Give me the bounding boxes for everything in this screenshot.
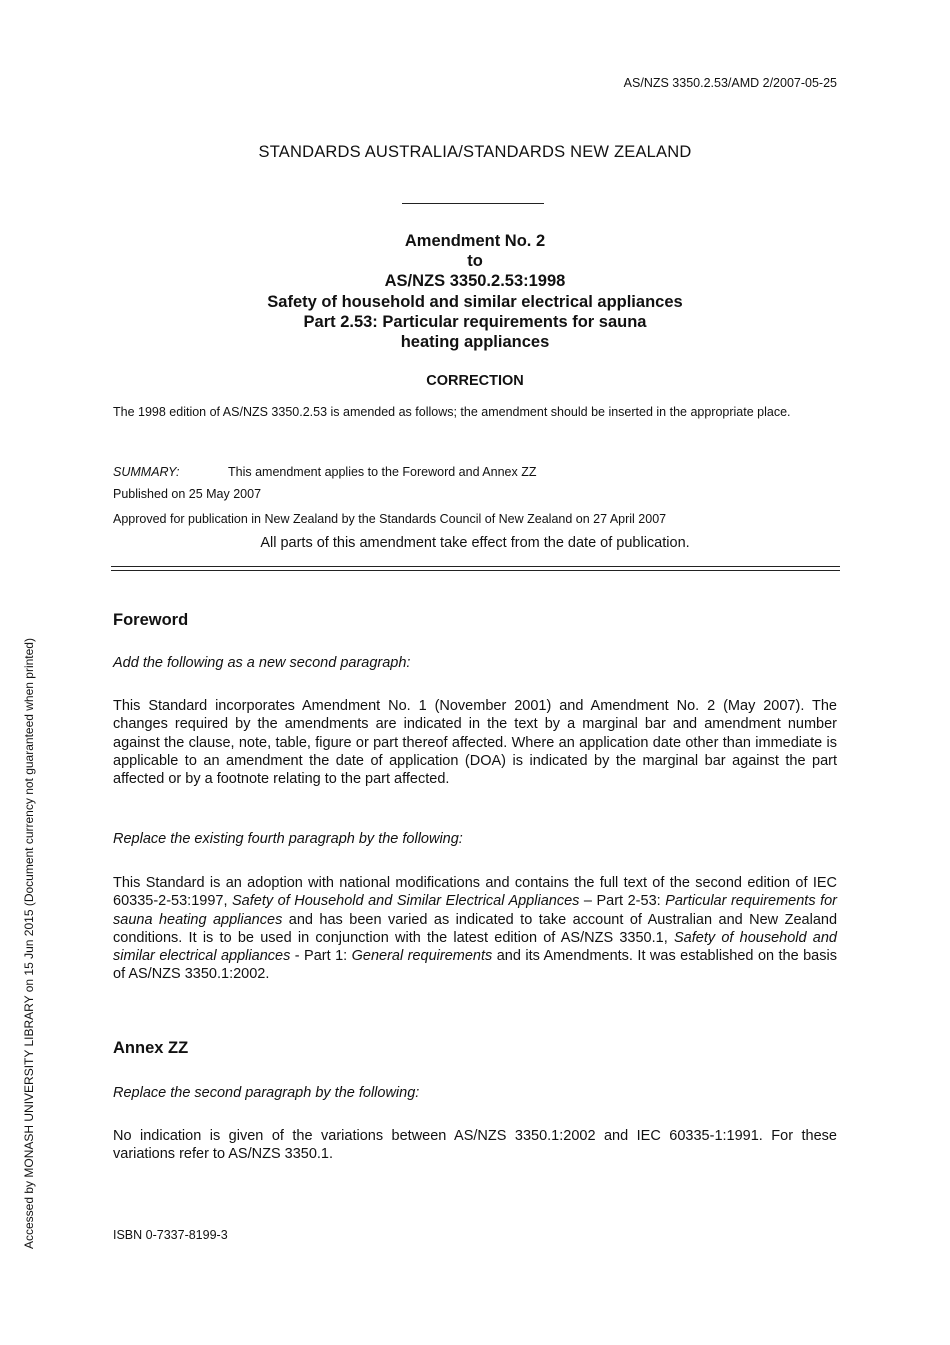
document-reference: AS/NZS 3350.2.53/AMD 2/2007-05-25: [623, 76, 837, 90]
published-date: Published on 25 May 2007: [113, 487, 262, 501]
organization-name: STANDARDS AUSTRALIA/STANDARDS NEW ZEALAND: [258, 143, 692, 161]
foreword-heading: Foreword: [113, 611, 189, 629]
annex-heading: Annex ZZ: [113, 1039, 189, 1057]
text-run: – Part 2-53:: [579, 893, 666, 910]
foreword-instruction-1: Add the following as a new second paragraph:: [113, 655, 411, 671]
title-line: heating appliances: [400, 333, 550, 352]
text-run-italic: Particular requirements for sauna heating appliances: [113, 893, 838, 928]
effect-note: All parts of this amendment take effect from the date of publication.: [260, 535, 690, 551]
access-watermark: Accessed by MONASH UNIVERSITY LIBRARY on 15 Jun 2015 (Document currency not guaranteed when printed): [22, 638, 36, 1249]
correction-label: CORRECTION: [426, 373, 524, 389]
text-run: and has been varied as indicated to take account of Australian and New Zealand conditions. It is to be used in conjunction with the latest edition of AS/NZS 3350.1,: [113, 911, 838, 946]
intro-text: The 1998 edition of AS/NZS 3350.2.53 is amended as follows; the amendment should be inserted in the appropriate place.: [113, 405, 791, 419]
summary-line: [113, 465, 537, 479]
title-line: Part 2.53: Particular requirements for sauna: [303, 312, 647, 331]
summary-text: This amendment applies to the Foreword and Annex ZZ: [228, 465, 537, 479]
foreword-paragraph-1: This Standard incorporates Amendment No. 1 (November 2001) and Amendment No. 2 (May 2007). The changes required by the amendments are indicated in the text by a marginal bar and amendment number against the clause, note, table, figure or part thereof affected. Where an application date other than immediate is applicable to an amendment the date of application (DOA) is indicated by the marginal bar against the part affected or by a footnote relating to the part affected.: [113, 698, 837, 788]
title-line: to: [467, 252, 483, 271]
title-line: Safety of household and similar electrical appliances: [267, 292, 683, 311]
title-line: AS/NZS 3350.2.53:1998: [384, 272, 566, 291]
summary-label: SUMMARY:: [113, 465, 180, 479]
text-run-italic: Safety of household and similar electrical appliances: [113, 929, 837, 965]
document-title: [0, 231, 950, 352]
approval-note: Approved for publication in New Zealand by the Standards Council of New Zealand on 27 April 2007: [113, 512, 667, 526]
text-run-italic: Safety of Household and Similar Electrical Appliances: [232, 893, 580, 910]
foreword-paragraph-2: [113, 874, 837, 984]
annex-instruction: Replace the second paragraph by the following:: [113, 1085, 420, 1101]
text-run-italic: General requirements: [351, 948, 493, 965]
text-run: and its Amendments. It was established on the basis of AS/NZS 3350.1:2002.: [113, 948, 837, 983]
annex-paragraph: No indication is given of the variations between AS/NZS 3350.1:2002 and IEC 60335-1:1991. For these variations refer to AS/NZS 3350.1.: [113, 1128, 837, 1163]
isbn: ISBN 0-7337-8199-3: [113, 1228, 228, 1242]
title-divider: [402, 203, 544, 204]
title-line: Amendment No. 2: [404, 232, 546, 250]
text-run: - Part 1:: [290, 948, 352, 965]
section-divider: [111, 566, 840, 571]
foreword-instruction-2: Replace the existing fourth paragraph by the following:: [113, 831, 463, 847]
text-run: This Standard is an adoption with national modifications and contains the full text of the second edition of IEC 60335-2-53:1997,: [113, 875, 837, 910]
